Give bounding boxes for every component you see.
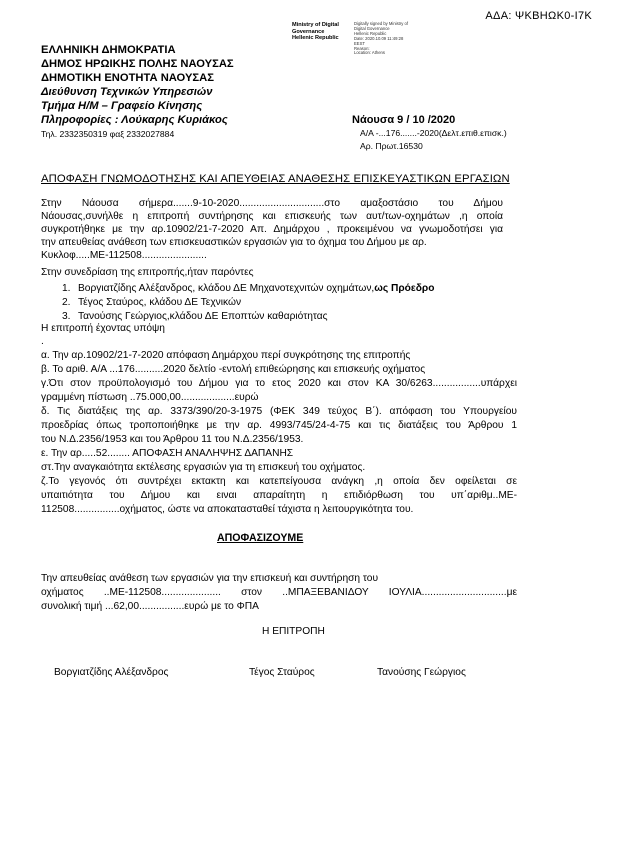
point-line: υπαιτιότητα του Δήμου και ειναι απαραίτητη η επιδιόρθωση του υπ΄αριθμ..ΜΕ-: [41, 490, 517, 501]
decision-line: οχήματος ..ΜΕ-112508..................... στον ..ΜΠΑΞΕΒΑΝΙΔΟΥ ΙΟΥΛΙΑ..............................με: [41, 587, 517, 598]
header-line-directorate: Διεύθυνση Τεχνικών Υπηρεσιών: [41, 86, 213, 98]
intro-line: την απευθείας ανάθεση των επισκευαστικών εργασιών για το όχημα του Δήμου με αρ.: [41, 237, 427, 248]
header-line-department: Τμήμα Η/Μ – Γραφείο Κίνησης: [41, 100, 203, 112]
stamp-line: Digitally signed by Ministry of: [354, 21, 408, 26]
stamp-line: Date: 2020.10.09 11:49:28: [354, 35, 404, 41]
stamp-line: Hellenic Republic: [292, 35, 339, 41]
member-text: Τέγος Σταύρος, κλάδου ΔΕ Τεχνικών: [78, 297, 242, 308]
decision-heading: ΑΠΟΦΑΣΙΖΟΥΜΕ: [217, 532, 304, 544]
stamp-left-text: [292, 22, 339, 42]
point-line: στ.Την αναγκαιότητα εκτέλεσης εργασιών για τη επισκευή του οχήματος.: [41, 462, 366, 473]
point-line: 112508................οχήματος, ώστε να αποκατασταθεί τάχιστα η λειτουργικότητα του.: [41, 504, 414, 515]
document-title: ΑΠΟΦΑΣΗ ΓΝΩΜΟΔΟΤΗΣΗΣ ΚΑΙ ΑΠΕΥΘΕΙΑΣ ΑΝΑΘΕΣΗΣ ΕΠΙΣΚΕΥΑΣΤΙΚΩΝ ΕΡΓΑΣΙΩΝ: [41, 173, 510, 185]
stamp-line: Reason:: [354, 45, 370, 51]
dot-line: .: [41, 336, 44, 347]
protocol-number: Αρ. Πρωτ.16530: [360, 141, 423, 151]
ada-code: ΑΔΑ: ΨΚΒΗΩΚ0-Ι7Κ: [485, 10, 592, 22]
member-number: 1.: [62, 283, 71, 294]
decision-line: συνολική τιμή ...62,00................ευρώ με το ΦΠΑ: [41, 601, 259, 612]
phone-fax: Τηλ. 2332350319 φαξ 2332027884: [41, 129, 175, 139]
committee-heading: Η ΕΠΙΤΡΟΠΗ: [262, 626, 325, 637]
member-text: Βοργιατζίδης Αλέξανδρος, κλάδου ΔΕ Μηχανοτεχνιτών οχημάτων,: [78, 283, 375, 294]
header-line-information: Πληροφορίες : Λούκαρης Κυριάκος: [41, 114, 228, 126]
stamp-line: Hellenic Republic: [354, 30, 387, 36]
member-text: Τανούσης Γεώργιος,κλάδου ΔΕ Εποπτών καθαριότητας: [78, 311, 328, 322]
header-line-republic: ΕΛΛΗΝΙΚΗ ΔΗΜΟΚΡΑΤΙΑ: [41, 44, 176, 56]
header-line-unit: ΔΗΜΟΤΙΚΗ ΕΝΟΤΗΤΑ ΝΑΟΥΣΑΣ: [41, 72, 214, 84]
intro-line: Στην Νάουσα σήμερα.......9-10-2020..............................στο αμαξοστάσιο του Δήμου: [41, 198, 503, 209]
point-line: γραμμένη πίστωση ..75.000,00...................ευρώ: [41, 392, 259, 403]
point-line: α. Την αρ.10902/21-7-2020 απόφαση Δημάρχου περί συγκρότησης της επιτροπής: [41, 350, 411, 361]
signature-member: Τέγος Σταύρος: [249, 667, 315, 678]
point-line: γ.Ότι στον προϋπολογισμό του Δήμου για το ετος 2020 και στον ΚΑ 30/6263.................υπάρχει: [41, 378, 517, 389]
intro-line: συγκροτήθηκε με την αρ.10902/21-7-2020 Απ. Δημάρχου , προκειμένου να γνωμοδοτήσει για: [41, 224, 503, 235]
point-line: δ. Τις διατάξεις της αρ. 3373/390/20-3-1975 (ΦΕΚ 349 τεύχος Β΄). απόφαση του Υπουργείου: [41, 406, 517, 417]
considering-line: Η επιτροπή έχοντας υπόψη: [41, 323, 165, 334]
member-role: ως Πρόεδρο: [374, 283, 435, 294]
stamp-line: EEST: [354, 40, 365, 46]
protocol-aa: Α/Α -...176.......-2020(Δελτ.επιθ.επισκ.): [360, 128, 507, 138]
header-line-municipality: ΔΗΜΟΣ ΗΡΩΙΚΗΣ ΠΟΛΗΣ ΝΑΟΥΣΑΣ: [41, 58, 234, 70]
member-item: [78, 283, 434, 294]
intro-line: Κυκλοφ.....ΜΕ-112508.......................: [41, 250, 207, 261]
attendance-line: Στην συνεδρίαση της επιτροπής,ήταν παρόντες: [41, 267, 254, 278]
stamp-line: Location: Athens: [354, 50, 385, 56]
stamp-line: Governance: [292, 28, 325, 35]
point-line: ζ.Το γεγονός ότι συντρέχει εκτακτη και κατεπείγουσα ανάγκη ,η οποία δεν οφείλεται σε: [41, 476, 517, 487]
stamp-line: Ministry of Digital: [292, 22, 339, 28]
signature-president: Βοργιατζίδης Αλέξανδρος: [54, 667, 169, 678]
point-line: του Ν.Δ.2356/1953 και του Άρθρου 11 του Ν.Δ.2356/1953.: [41, 434, 304, 445]
member-number: 2.: [62, 297, 71, 308]
stamp-right-text: [354, 22, 408, 56]
signature-member: Τανούσης Γεώργιος: [377, 667, 466, 678]
digital-signature-stamp: [292, 21, 432, 56]
point-line: προεδρίας όπως τροποποιήθηκε με την αρ. 4993/745/24-4-75 και τις διατάξεις του Άρθρου 1: [41, 420, 517, 431]
member-number: 3.: [62, 311, 71, 322]
decision-line: Την απευθείας ανάθεση των εργασιών για την επισκευή και συντήρηση του: [41, 573, 379, 584]
stamp-line: Digital Governance: [354, 25, 390, 31]
intro-line: Νάουσας,συνήλθε η επιτροπή συντήρησης και επισκευής των αυτ/των-οχημάτων ,η οποία: [41, 211, 503, 222]
document-date: Νάουσα 9 / 10 /2020: [352, 114, 456, 126]
point-line: ε. Την αρ.....52........ ΑΠΟΦΑΣΗ ΑΝΑΛΗΨΗΣ ΔΑΠΑΝΗΣ: [41, 448, 294, 459]
point-line: β. Το αριθ. Α/Α ...176..........2020 δελτίο -εντολή επιθεώρησης και επισκευής οχήματος: [41, 364, 426, 375]
